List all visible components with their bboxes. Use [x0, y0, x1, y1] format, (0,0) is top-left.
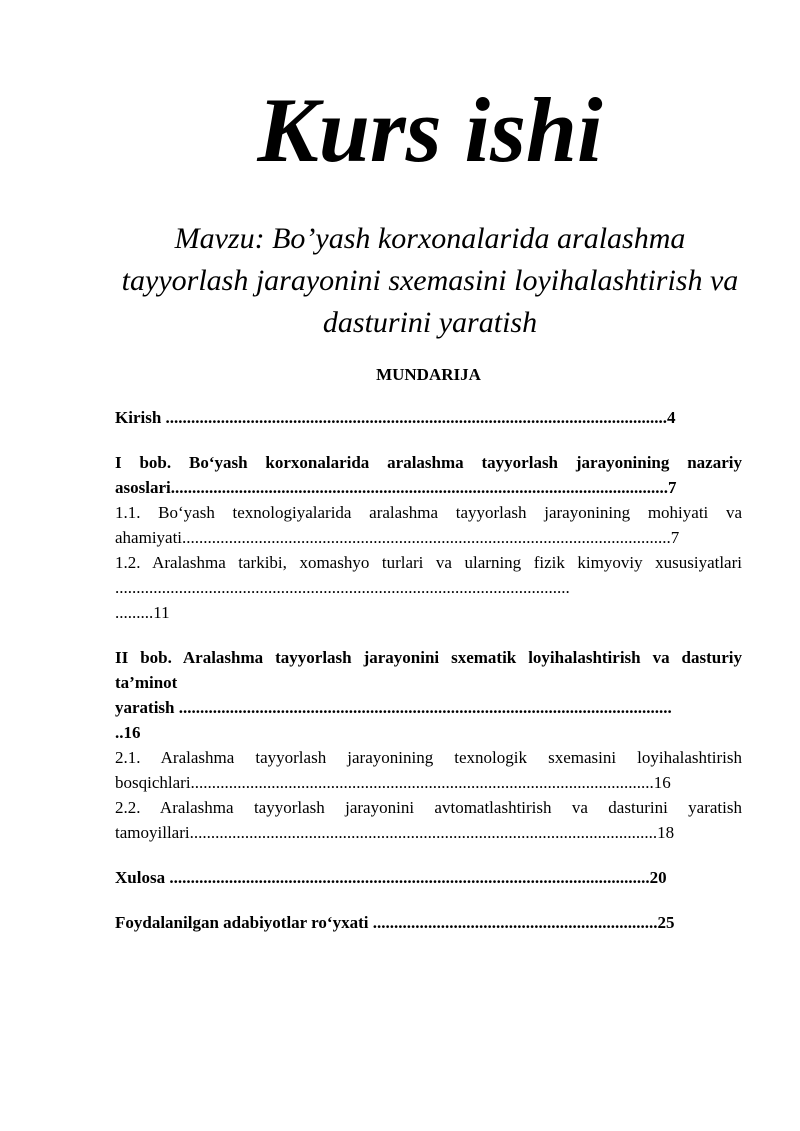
- toc-entry-section-1-2-text: 1.2. Aralashma tarkibi, xomashyo turlari va ularning fizik kimyoviy xususiyatlari ...........................................................................................................: [115, 553, 742, 597]
- toc-entry-section-1-2-page: .........11: [115, 603, 170, 622]
- toc-entry-section-2-1: 2.1. Aralashma tayyorlash jarayonining texnologik sxemasini loyihalashtirish bosqichlari.............................................................................................................16: [115, 748, 742, 792]
- table-of-contents: [115, 405, 742, 935]
- toc-entry-section-2-2: 2.2. Aralashma tayyorlash jarayonini avtomatlashtirish va dasturini yaratish tamoyillari..............................................................................................................18: [115, 798, 742, 842]
- toc-entry-chapter-2-page: ..16: [115, 723, 141, 742]
- toc-entry-kirish: Kirish ......................................................................................................................4: [115, 408, 676, 427]
- document-title: Kurs ishi: [257, 79, 603, 181]
- toc-entry-chapter-2-line1: II bob. Aralashma tayyorlash jarayonini sxematik loyihalashtirish va dasturiy ta’minot: [115, 648, 742, 692]
- toc-entry-section-1-1: 1.1. Bo‘yash texnologiyalarida aralashma tayyorlash jarayonining mohiyati va ahamiyati...................................................................................................................7: [115, 503, 742, 547]
- toc-entry-section-1-2: [115, 550, 742, 625]
- toc-entry-chapter-2: [115, 645, 742, 745]
- toc-heading: MUNDARIJA: [376, 365, 481, 384]
- toc-entry-adabiyotlar: Foydalanilgan adabiyotlar ro‘yxati ...................................................................25: [115, 913, 675, 932]
- toc-entry-xulosa: Xulosa .................................................................................................................20: [115, 868, 667, 887]
- toc-entry-chapter-2-line2: yaratish ....................................................................................................................: [115, 698, 672, 717]
- document-subtitle: Mavzu: Bo’yash korxonalarida aralashma tayyorlash jarayonini sxemasini loyihalashtirish va dasturini yaratish: [121, 222, 739, 339]
- toc-entry-chapter-1: I bob. Bo‘yash korxonalarida aralashma tayyorlash jarayonining nazariy asoslari.....................................................................................................................7: [115, 453, 742, 497]
